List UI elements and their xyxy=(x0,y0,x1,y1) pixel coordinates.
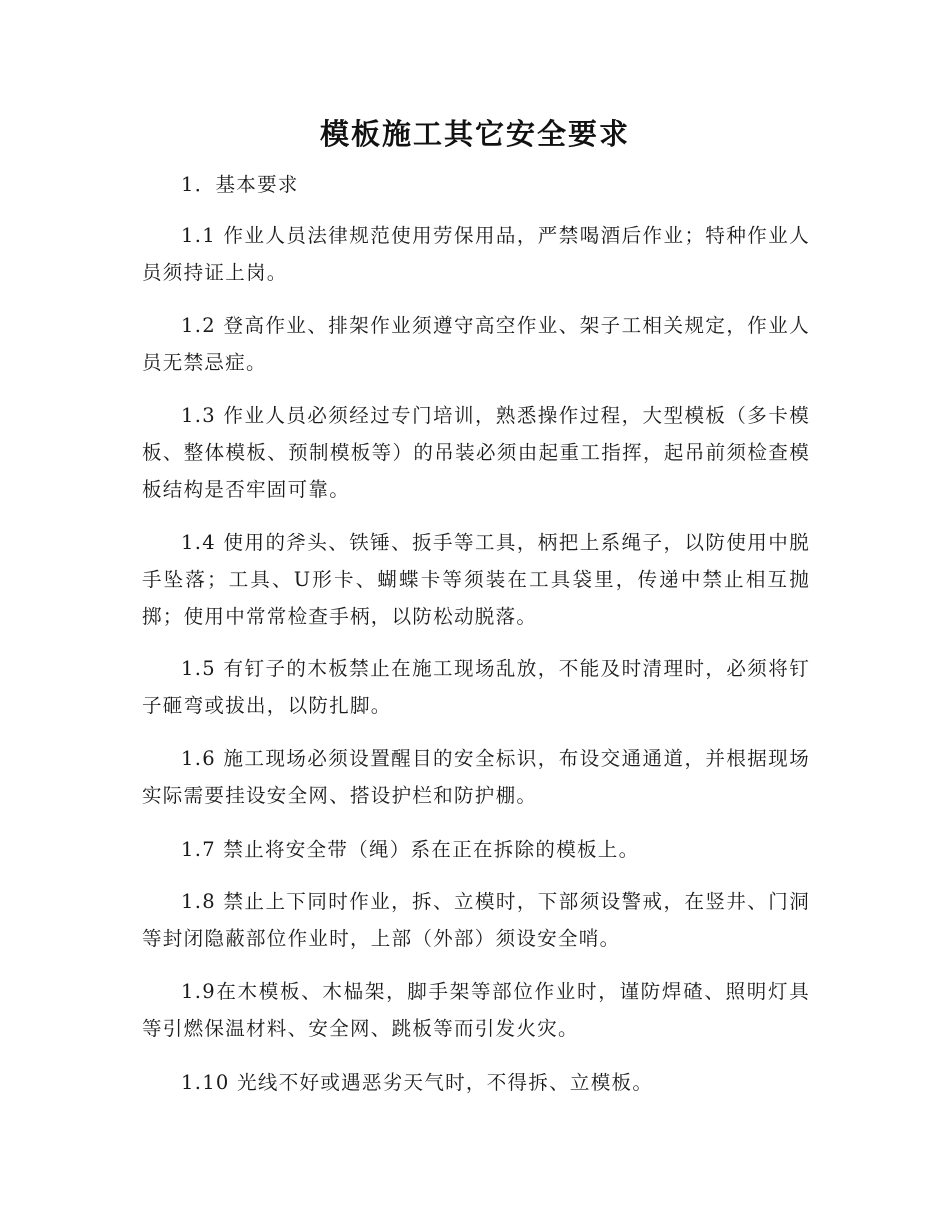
paragraph-1-7: 1.7 禁止将安全带（绳）系在正在拆除的模板上。 xyxy=(181,838,640,861)
paragraph-1-5: 1.5 有钉子的木板禁止在施工现场乱放，不能及时清理时，必须将钉子砸弯或拔出，以防扎脚。 xyxy=(142,657,810,717)
paragraph-1-2: 1.2 登高作业、排架作业须遵守高空作业、架子工相关规定，作业人员无禁忌症。 xyxy=(142,314,810,374)
paragraph-1-8: 1.8 禁止上下同时作业，拆、立模时，下部须设警戒，在竖井、门洞等封闭隐蔽部位作业时，上部（外部）须设安全哨。 xyxy=(142,890,810,950)
paragraph-1-3: 1.3 作业人员必须经过专门培训，熟悉操作过程，大型模板（多卡模板、整体模板、预制模板等）的吊装必须由起重工指挥，起吊前须检查模板结构是否牢固可靠。 xyxy=(142,404,810,501)
document-title: 模板施工其它安全要求 xyxy=(319,117,630,151)
paragraph-1-10: 1.10 光线不好或遇恶劣天气时，不得拆、立模板。 xyxy=(181,1071,654,1094)
paragraph-1-9: 1.9在木模板、木榀架，脚手架等部位作业时，谨防焊碴、照明灯具等引燃保温材料、安全网、跳板等而引发火灾。 xyxy=(142,980,810,1040)
paragraph-1-1: 1.1 作业人员法律规范使用劳保用品，严禁喝酒后作业；特种作业人员须持证上岗。 xyxy=(142,224,810,284)
paragraph-1-4: 1.4 使用的斧头、铁锤、扳手等工具，柄把上系绳子，以防使用中脱手坠落；工具、U形卡、蝴蝶卡等须装在工具袋里，传递中禁止相互抛掷；使用中常常检查手柄，以防松动脱落。 xyxy=(142,531,810,628)
section-heading-basic-requirements: 1．基本要求 xyxy=(181,173,299,196)
paragraph-1-6: 1.6 施工现场必须设置醒目的安全标识，布设交通通道，并根据现场实际需要挂设安全网、搭设护栏和防护棚。 xyxy=(142,747,810,807)
